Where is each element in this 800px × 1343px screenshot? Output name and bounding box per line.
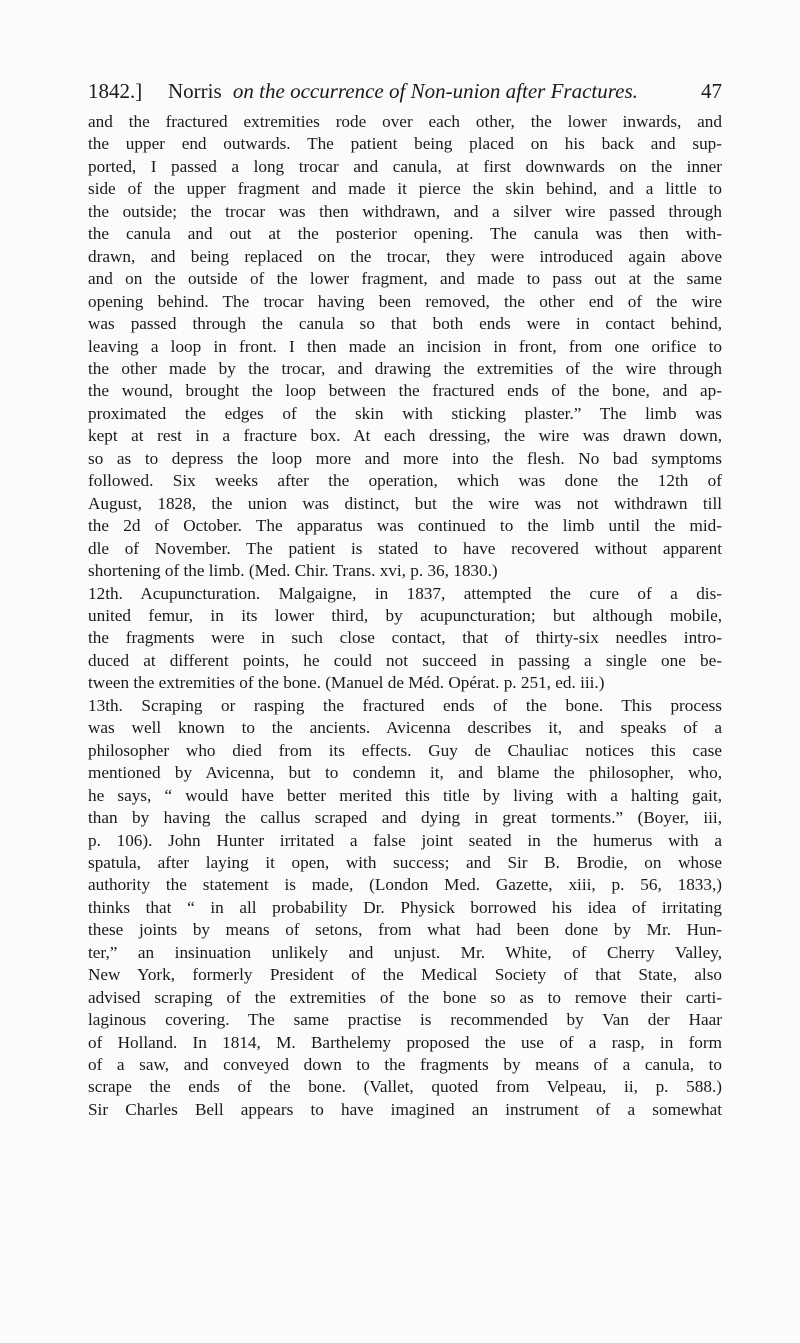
text-line: 13th. Scraping or rasping the fractured ends of the bone. This process [88,695,722,715]
text-line: authority the statement is made, (London Med. Gazette, xiii, p. 56, 1833,) [88,875,722,895]
text-line: spatula, after laying it open, with success; and Sir B. Brodie, on whose [88,852,722,872]
running-head-author: Norris [168,79,222,103]
page-number: 47 [701,79,722,103]
text-line: united femur, in its lower third, by acupuncturation; but although mobile, [88,605,722,625]
text-line: shortening of the limb. (Med. Chir. Trans. xvi, p. 36, 1830.) [88,561,498,581]
text-line: scrape the ends of the bone. (Vallet, quoted from Velpeau, ii, p. 588.) [88,1077,722,1097]
text-line: the 2d of October. The apparatus was continued to the limb until the mid- [88,516,722,536]
text-line: drawn, and being replaced on the trocar, they were introduced again above [88,246,722,266]
text-line: the outside; the trocar was then withdrawn, and a silver wire passed through [88,201,722,221]
text-line: the upper end outwards. The patient being placed on his back and sup- [88,134,722,154]
text-line: ter,” an insinuation unlikely and unjust. Mr. White, of Cherry Valley, [88,942,722,962]
running-head-article-title: on the occurrence of Non-union after Fractures. [232,79,638,103]
text-line: of a saw, and conveyed down to the fragments by means of a canula, to [88,1055,722,1075]
text-line: the wound, brought the loop between the fractured ends of the bone, and ap- [88,381,722,401]
text-line: thinks that “ in all probability Dr. Physick borrowed his idea of irritating [88,897,722,917]
text-line: and on the outside of the lower fragment, and made to pass out at the same [88,269,722,289]
text-line: than by having the callus scraped and dying in great torments.” (Boyer, iii, [88,808,722,828]
text-line: mentioned by Avicenna, but to condemn it, and blame the philosopher, who, [88,763,722,783]
text-line: side of the upper fragment and made it pierce the skin behind, and a little to [88,179,722,199]
running-head-year: 1842.] [88,79,143,103]
text-line: New York, formerly President of the Medical Society of that State, also [88,965,722,985]
running-head [88,76,722,106]
text-line: the other made by the trocar, and drawing the extremities of the wire through [88,358,722,378]
text-line: was well known to the ancients. Avicenna describes it, and speaks of a [88,718,722,738]
text-line: leaving a loop in front. I then made an incision in front, from one orifice to [88,336,722,356]
body-text [88,111,722,1121]
text-line: duced at different points, he could not succeed in passing a single one be- [88,650,722,670]
text-line: opening behind. The trocar having been removed, the other end of the wire [88,291,722,311]
text-line: and the fractured extremities rode over each other, the lower inwards, and [88,112,722,131]
text-line: dle of November. The patient is stated to have recovered without apparent [88,538,722,558]
text-line: ported, I passed a long trocar and canula, at first downwards on the inner [88,156,722,176]
text-line: philosopher who died from its effects. Guy de Chauliac notices this case [88,740,722,760]
text-line: these joints by means of setons, from what had been done by Mr. Hun- [88,920,722,940]
text-line: the fragments were in such close contact, that of thirty-six needles intro- [88,628,722,648]
text-line: August, 1828, the union was distinct, but the wire was not withdrawn till [88,493,722,513]
text-line: of Holland. In 1814, M. Barthelemy proposed the use of a rasp, in form [88,1032,722,1052]
text-line: proximated the edges of the skin with sticking plaster.” The limb was [88,403,722,423]
text-line: Sir Charles Bell appears to have imagined an instrument of a somewhat [88,1099,722,1119]
text-line: 12th. Acupuncturation. Malgaigne, in 1837, attempted the cure of a dis- [88,583,722,603]
running-head-title [168,76,638,106]
text-line: tween the extremities of the bone. (Manuel de Méd. Opérat. p. 251, ed. iii.) [88,673,605,693]
text-line: the canula and out at the posterior opening. The canula was then with- [88,224,722,244]
text-line: was passed through the canula so that both ends were in contact behind, [88,314,722,334]
text-line: he says, “ would have better merited this title by living with a halting gait, [88,785,722,805]
text-line: followed. Six weeks after the operation, which was done the 12th of [88,471,722,491]
text-line: advised scraping of the extremities of the bone so as to remove their carti- [88,987,722,1007]
text-line: p. 106). John Hunter irritated a false joint seated in the humerus with a [88,830,722,850]
text-line: so as to depress the loop more and more into the flesh. No bad symptoms [88,448,722,468]
text-line: kept at rest in a fracture box. At each dressing, the wire was drawn down, [88,426,722,446]
text-line: laginous covering. The same practise is recommended by Van der Haar [88,1010,722,1030]
